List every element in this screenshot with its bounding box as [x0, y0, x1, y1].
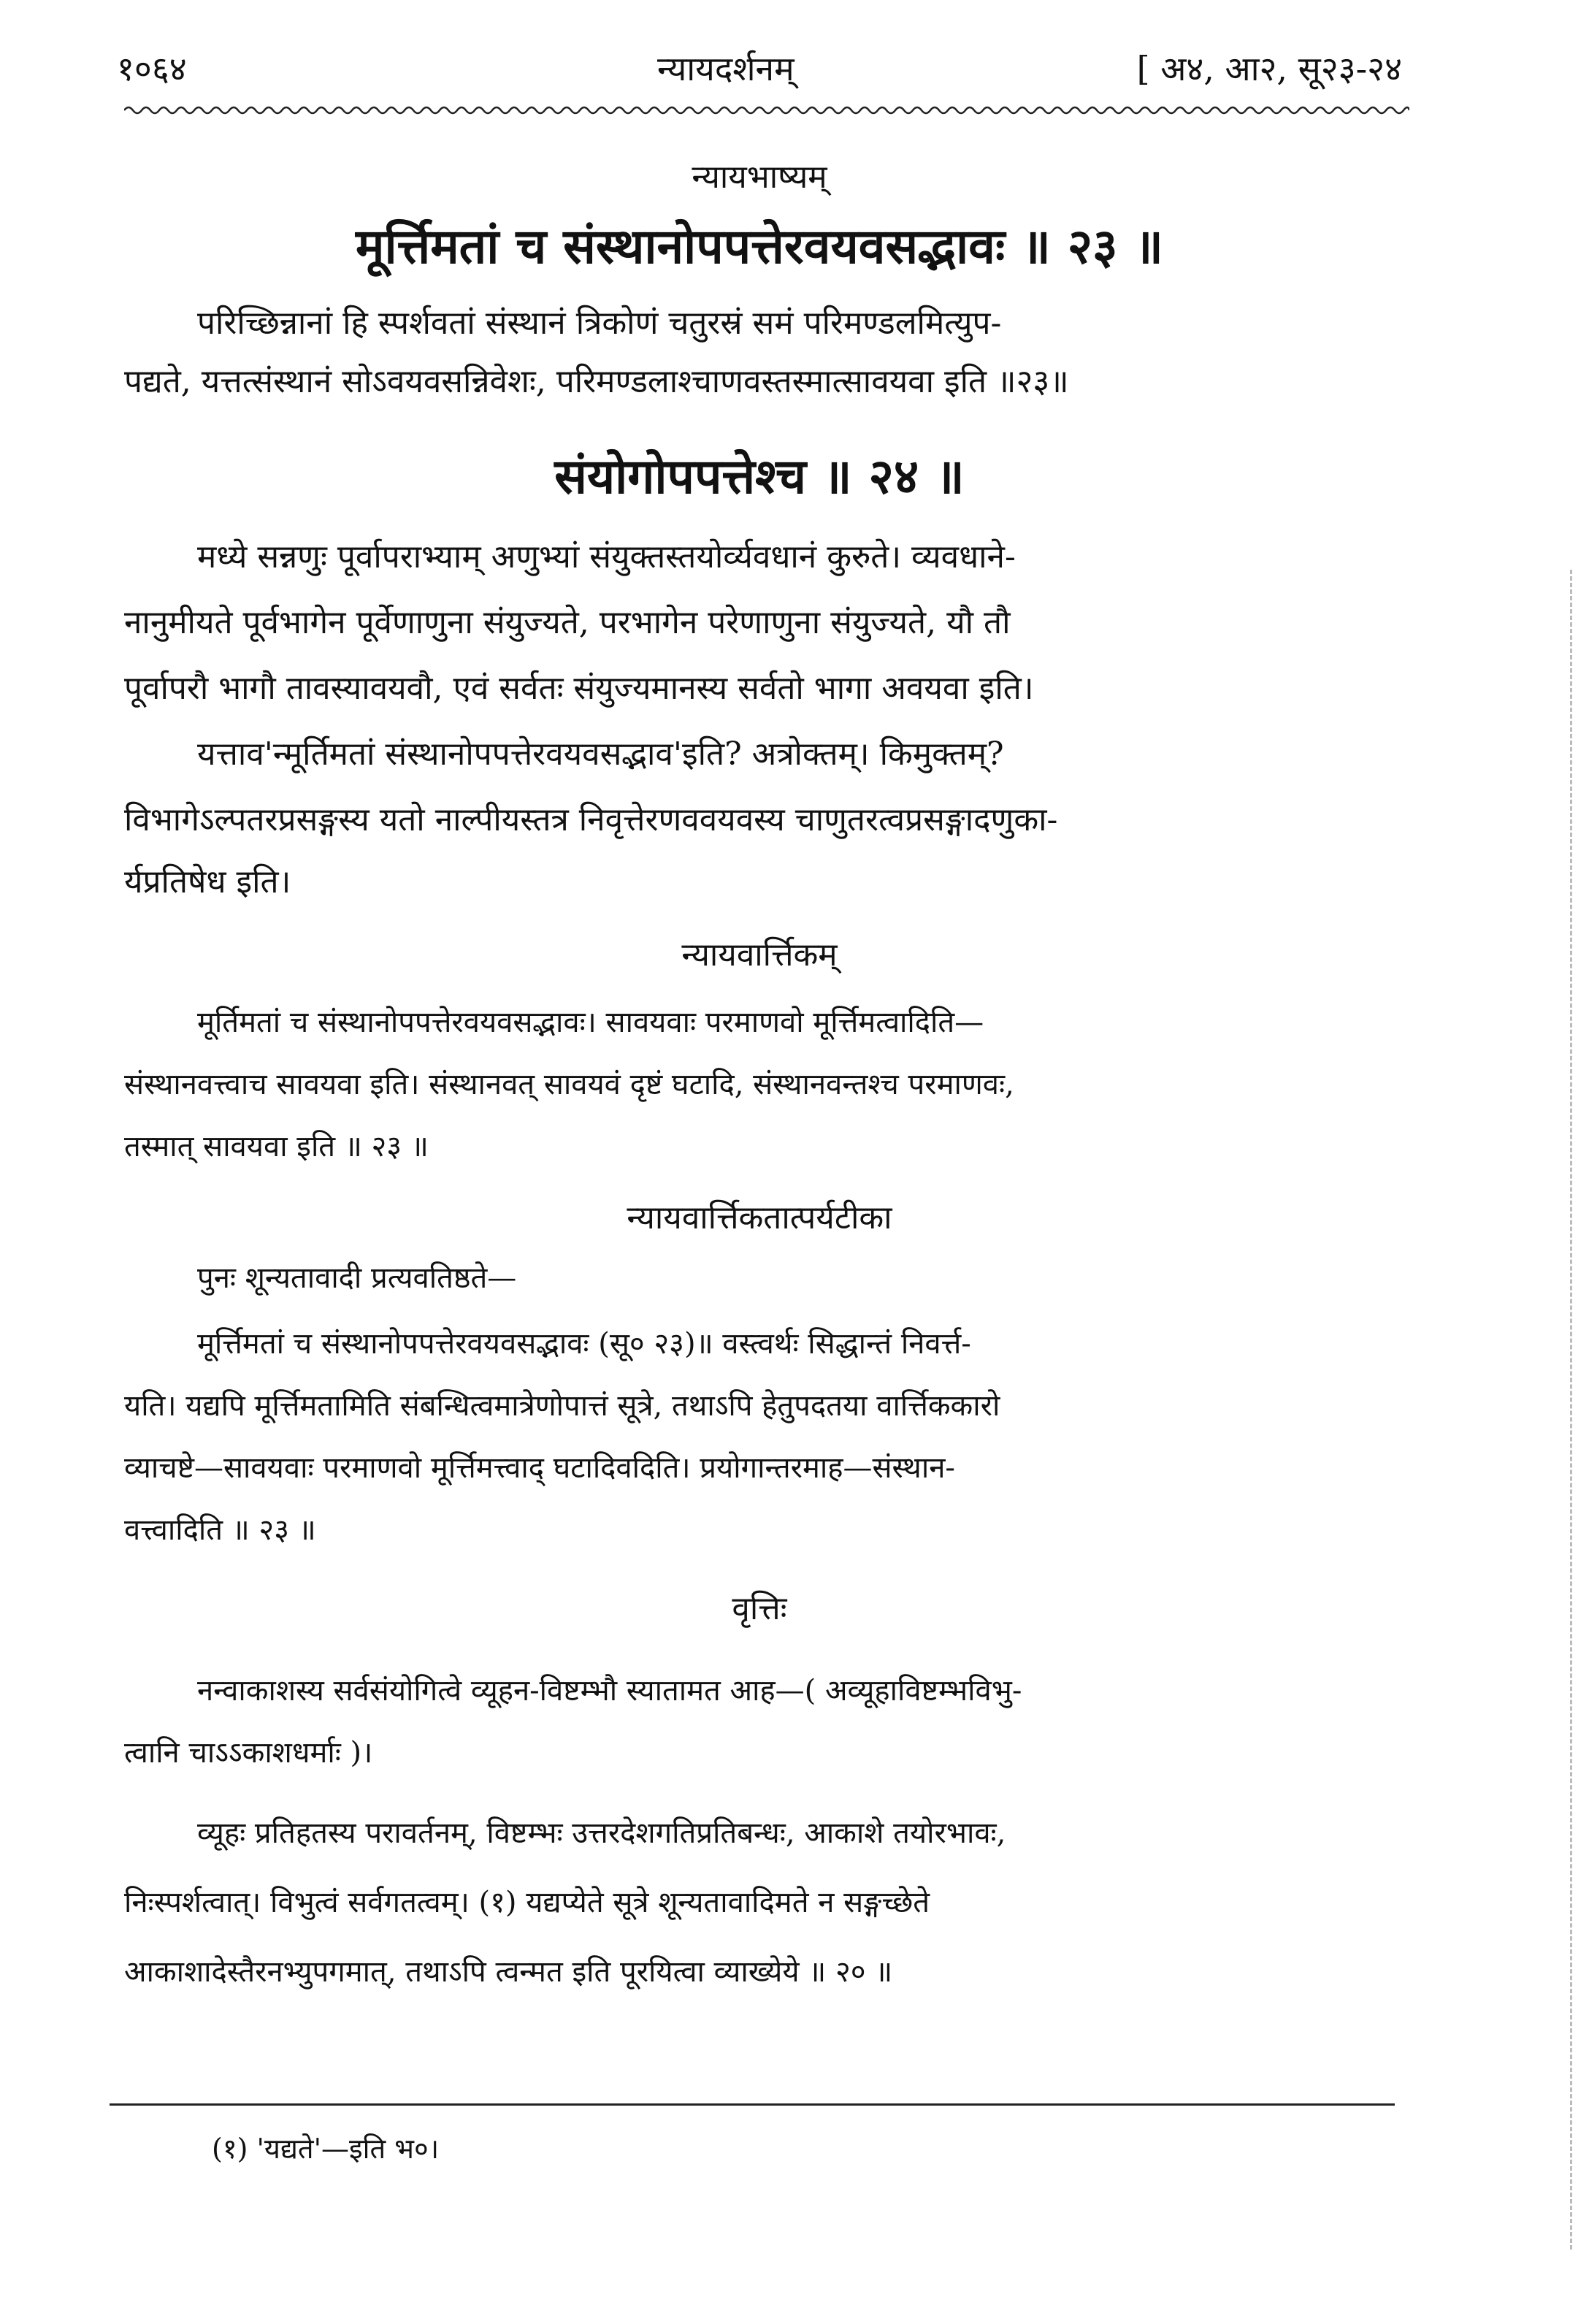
bhashya-para1-line2: पद्यते, यत्तत्संस्थानं सोऽवयवसन्निवेशः, परिमण्डलाश्चाणवस्तस्मात्सावयवा इति ॥२३॥	[124, 363, 1069, 400]
chapter-reference: [ अ४, आ२, सू२३-२४	[1136, 49, 1402, 88]
book-page	[110, 29, 1409, 2293]
tika-line3: यति। यद्यपि मूर्त्तिमतामिति संबन्धित्वमात्रेणोपात्तं सूत्रे, तथाऽपि हेतुपदतया वार्त्तिककारो	[124, 1389, 1000, 1423]
bhashya-para2-line3: पूर्वापरौ भागौ तावस्यावयवौ, एवं सर्वतः संयुज्यमानस्य सर्वतो भागा अवयवा इति।	[124, 670, 1034, 707]
scan-margin-edge	[1570, 570, 1572, 2250]
sutra-23: मूर्त्तिमतां च संस्थानोपपत्तेरवयवसद्भावः ॥ २३ ॥	[356, 218, 1163, 275]
tika-line4: व्याचष्टे—सावयवाः परमाणवो मूर्त्तिमत्त्वाद् घटादिवदिति। प्रयोगान्तरमाह—संस्थान-	[124, 1451, 955, 1485]
bhashya-para3-line3: र्यप्रतिषेध इति।	[124, 863, 291, 901]
varttika-line3: तस्मात् सावयवा इति ॥ २३ ॥	[124, 1130, 429, 1163]
footnote: (१) 'यद्यते'—इति भ०।	[212, 2133, 440, 2165]
vritti-heading: वृत्तिः	[732, 1590, 787, 1627]
footnote-rule	[110, 2103, 1395, 2106]
bhashya-para1-line1: परिच्छिन्नानां हि स्पर्शवतां संस्थानं त्रिकोणं चतुरस्रं समं परिमण्डलमित्युप-	[197, 305, 1002, 342]
header-wavy-rule	[124, 102, 1409, 118]
varttika-line1: मूर्तिमतां च संस्थानोपपत्तेरवयवसद्भावः। सावयवाः परमाणवो मूर्त्तिमत्वादिति—	[197, 1006, 984, 1039]
vritti-line5: आकाशादेस्तैरनभ्युपगमात्, तथाऽपि त्वन्मत इति पूरयित्वा व्याख्येये ॥ २० ॥	[124, 1955, 893, 1989]
bhashya-para2-line1: मध्ये सन्नणुः पूर्वापराभ्याम् अणुभ्यां संयुक्तस्तयोर्व्यवधानं कुरुते। व्यवधाने-	[197, 538, 1016, 576]
sutra-24: संयोगोपपत्तेश्च ॥ २४ ॥	[554, 448, 965, 505]
bhashya-para2-line2: नानुमीयते पूर्वभागेन पूर्वेणाणुना संयुज्यते, परभागेन परेणाणुना संयुज्यते, यौ तौ	[124, 604, 1011, 641]
tika-line2: मूर्त्तिमतां च संस्थानोपपत्तेरवयवसद्भावः (सू० २३)॥ वस्त्वर्थः सिद्धान्तं निवर्त्त-	[197, 1327, 971, 1361]
running-header	[110, 37, 1409, 95]
tika-line5: वत्त्वादिति ॥ २३ ॥	[124, 1513, 316, 1547]
vritti-line1: नन्वाकाशस्य सर्वसंयोगित्वे व्यूहन-विष्टम्भौ स्यातामत आह—( अव्यूहाविष्टम्भविभु-	[197, 1674, 1022, 1708]
vritti-line3: व्यूहः प्रतिहतस्य परावर्तनम्, विष्टम्भः उत्तरदेशगतिप्रतिबन्धः, आकाशे तयोरभावः,	[197, 1816, 1006, 1850]
vritti-line2: त्वानि चाऽऽकाशधर्माः )।	[124, 1736, 373, 1770]
tika-heading: न्यायवार्त्तिकतात्पर्यटीका	[627, 1199, 892, 1236]
page-number: १०६४	[117, 49, 187, 88]
bhashya-para3-line1: यत्ताव'न्मूर्तिमतां संस्थानोपपत्तेरवयवसद्भाव'इति? अत्रोक्तम्। किमुक्तम्?	[197, 735, 1004, 773]
varttika-heading: न्यायवार्त्तिकम्	[681, 936, 838, 974]
vritti-line4: निःस्पर्शत्वात्। विभुत्वं सर्वगतत्वम्। (१) यद्यप्येते सूत्रे शून्यतावादिमते न सङ्गच्छेते	[124, 1886, 930, 1919]
tika-line1: पुनः शून्यतावादी प्रत्यवतिष्ठते—	[197, 1261, 517, 1295]
varttika-line2: संस्थानवत्त्वाच सावयवा इति। संस्थानवत् सावयवं दृष्टं घटादि, संस्थानवन्तश्च परमाणवः,	[124, 1068, 1014, 1101]
bhashya-para3-line2: विभागेऽल्पतरप्रसङ्गस्य यतो नाल्पीयस्तत्र निवृत्तेरणववयवस्य चाणुतरत्वप्रसङ्गादणुका-	[124, 801, 1058, 838]
running-title: न्यायदर्शनम्	[657, 49, 794, 88]
bhashya-heading: न्यायभाष्यम्	[692, 158, 827, 196]
